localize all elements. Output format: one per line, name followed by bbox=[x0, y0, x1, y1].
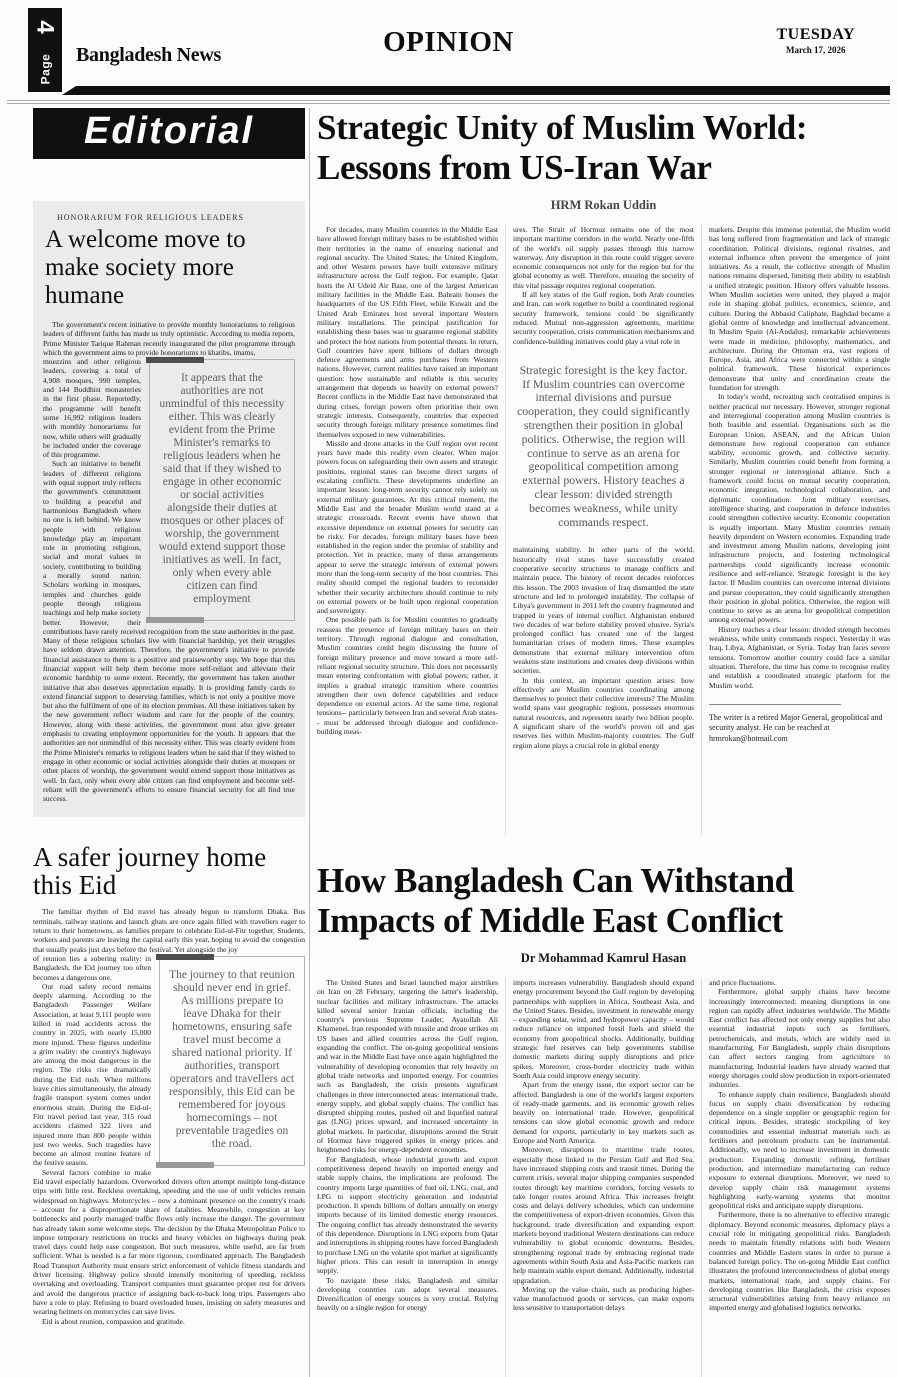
main-article-strategic-unity bbox=[317, 108, 890, 835]
body-paragraph: Our road safety record remains deeply alarming. According to the Bangladesh Passenger Welfare Association, at least 9,111 people were killed in road accidents across the country in 2025, with nearly 15,000 more injured. These figures underline a grim reality: the country's highways are among the most dangerous in the region. The risks rise dramatically during the Eid rush. When millions leave cities simultaneously, the already fragile transport system comes under enormous strain. During the Eid-ul-Fitr travel period last year, 315 road accidents claimed 322 lives and injured more than 800 people within just two weeks. Such tragedies have become an almost routine feature of the festive season. bbox=[33, 981, 151, 1168]
article-headline: How Bangladesh Can Withstand Impacts of Middle East Conflict bbox=[317, 861, 794, 940]
article-intro: The government's recent initiative to provide monthly honorariums to religious leaders of different faiths has made us truly optimistic. According to media reports, Prime Minister Tarique Rahman recently inaugurated the pilot programme through which the government aims to provide honorariums to khatibs, imams, bbox=[43, 320, 295, 357]
article-columns bbox=[317, 978, 890, 1377]
body-paragraph: Moving up the value chain, such as producing higher-value manufactured goods or services, can make exports less sensitive to transportation delays bbox=[513, 1284, 694, 1313]
body-paragraph: Furthermore, there is no alternative to effective strategic diplomacy. Beyond economic measures, diplomacy plays a crucial role in mitigating geopolitical risks. Bangladesh needs to maintain friendly relations with both Western countries and Middle Eastern states in order to pursue a balanced foreign policy. The on-going Middle East conflict illustrates the profound interconnectedness of global energy markets, international trade, and supply chains. For developing countries like Bangladesh, the crisis exposes structural vulnerabilities arising from heavy reliance on imported energy and globalised logistics networks. bbox=[709, 1210, 890, 1313]
article-kicker: HONORARIUM FOR RELIGIOUS LEADERS bbox=[57, 213, 244, 222]
body-paragraph: To enhance supply chain resilience, Bangladesh should focus on supply chain diversification by reducing dependence on a single supplier or geographic region for critical inputs. Besides, strategic stockpiling of key commodities and essential industrial materials such as fertilisers and petroleum products can be instrumental. Additionally, we need to increase investment in domestic production. Expanding domestic refining, fertiliser production, and intermediate manufacturing can reduce exposure to external disruptions. Moreover, we need to develop supply chain risk management systems highlighting early-warning systems that monitor geopolitical risks and anticipate supply disruptions. bbox=[709, 1089, 890, 1211]
body-paragraph: Such an initiative to benefit leaders of different religions with equal support truly reflects the government's commitment to building a peaceful and harmonious Bangladesh where no one is left behind. We know people with religious knowledge play an important role in promoting religious, social and moral values in society, contributing to building a morally sound nation. Scholars working in mosques, temples and churches guide people through religious teachings and help make society better. However, their contributions have rarely received recognition from the state authorities in the past. Many of these religious scholars live with financial hardship, yet their struggles have seldom drawn attention. Therefore, the government's initiative to provide financial assistance to them is a positive and praiseworthy step. We hope that this financial support will help them become more self-reliant and alleviate their economic hardship to some extent. Recently, the government has taken another initiative that also deserves appreciation equally. It is providing family cards to extend financial support to deserving families, which is not only a positive move but also the fulfilment of one of its election promises. All these initiatives taken by the new government reflect wisdom and care for the people of the country. However, along with these activities, the government must also give greater emphasis to creating employment opportunities for the youth. It appears that the authorities are not unmindful of this necessity either. This was clearly evident from the Prime Minister's remarks to religious leaders when he said that if they wished to engage in other economic or social activities alongside their duties at mosques or other places of worship, the government would extend support those initiatives as well. In fact, only when every able citizen can find employment and become self-reliant will the government's efforts to ensure financial security for all find true success. bbox=[43, 459, 295, 804]
pull-quote-text: Strategic foresight is the key factor. If Muslim countries can overcome internal divisions and pursue cooperation, they could significantly strengthen their position in global politics. Otherwise, the region will continue to serve as an arena for geopolitical competition among external powers. History teaches a clear lesson: divided strength becomes weakness, while unity commands respect. bbox=[517, 362, 690, 529]
body-paragraph: of reunion lies a sobering reality: in Bangladesh, the Eid journey too often becomes a dangerous one. bbox=[33, 953, 151, 982]
author-bio bbox=[709, 704, 890, 745]
column-paragraphs bbox=[709, 225, 890, 690]
body-paragraph: and price fluctuations. bbox=[709, 978, 776, 987]
editorial-banner: Editorial bbox=[33, 108, 305, 159]
date-label: March 17, 2026 bbox=[785, 45, 846, 55]
article-headline: A welcome move to make society more humane bbox=[45, 226, 246, 309]
editorial-article-eid-journey bbox=[33, 843, 305, 1325]
second-article-bangladesh-conflict bbox=[317, 861, 890, 1377]
body-paragraph: ures. The Strait of Hormuz remains one of the most important maritime corridors in the world. Nearly one-fifth of the world's oil supply passes through this narrow waterway. Any disruption in this route could trigger severe economic consequences not only for the region but for the global economy as well. Therefore, ensuring the security of this vital passage requires regional cooperation. bbox=[513, 225, 694, 290]
article-column-2 bbox=[505, 978, 701, 1377]
body-paragraph: Furthermore, global supply chains have become increasingly interconnected; meaning disruptions in one region can rapidly affect industries worldwide. The Middle East conflict has affected not only energy supplies but also essential industrial inputs such as fertilisers, petrochemicals, and metals, which are widely used in manufacturing. For Bangladesh, supply chain disruptions can affect sectors ranging from agriculture to manufacturing. Industrial leaders have already warned that energy shortages could slow production in export-orientated industries. bbox=[709, 987, 890, 1090]
page-content bbox=[33, 108, 890, 1377]
article-column-2 bbox=[505, 225, 701, 835]
body-paragraph: Apart from the energy issue, the export sector can be affected. Bangladesh is one of the world's largest exporters of ready-made garments, and its economic growth relies heavily on international trade. However, geopolitical tensions can slow global economic growth and reduce demand for exports, particularly in key markets such as Europe and North America. bbox=[513, 1080, 694, 1146]
body-paragraph: History teaches a clear lesson: divided strength becomes weakness, while unity commands respect. Yesterday it was Iraq, Libya, Afghanistan, or Syria. Today Iran faces severe tensions. Tomorrow another country could face a similar situation. Therefore, the time has come to recognise reality and establish a coordinated strategic platform for the Muslim world. bbox=[709, 624, 890, 690]
page-number: 4 bbox=[31, 20, 59, 34]
column-paragraphs-bottom bbox=[513, 545, 694, 750]
quote-top-bar bbox=[146, 357, 204, 363]
article-column-1 bbox=[317, 225, 505, 835]
quote-bottom-bar bbox=[156, 1162, 214, 1168]
article-body bbox=[33, 954, 305, 1326]
section-title: OPINION bbox=[383, 26, 514, 58]
body-paragraph: For decades, many Muslim countries in the Middle East have allowed foreign military bases to be established within their territories in the name of ensuring national and regional security. The United States, the United Kingdom, and other Western powers have built extensive military infrastructure across the Gulf region. For example, Qatar hosts the Al Udeid Air Base, one of the largest American military facilities in the Middle East. Bahrain houses the headquarters of the US Fifth Fleet, while Kuwait and the United Arab Emirates host several important Western military installations. The principal justification for establishing these bases was to guarantee regional stability and protect the host nations from potential threats. In return, Gulf countries have spent billions of dollars through defence agreements and arms purchases from Western nations. However, current realities have raised an important question: how sustainable and reliable is this security arrangement that depends so heavily on external powers? Recent conflicts in the Middle East have demonstrated that during crises, foreign powers often prioritise their own strategic interests. Consequently, countries that expected security through foreign military presence sometimes find themselves exposed to new vulnerabilities. bbox=[317, 225, 498, 439]
column-paragraphs-top bbox=[513, 225, 694, 346]
quote-top-bar bbox=[156, 954, 214, 960]
pull-quote-box bbox=[149, 359, 295, 621]
page-word: Page bbox=[38, 53, 52, 85]
article-column-3 bbox=[701, 225, 890, 835]
body-paragraph: For Bangladesh, whose industrial growth and export competitiveness depend heavily on imported energy and stable supply chains, the implications are profound. The country imports large quantities of fuel oil, LNG, coal, and LPG to support electricity generation and industrial production. It spends billions of dollars annually on energy imports because of its limited domestic energy resources. The ongoing conflict has already demonstrated the severity of this dependence. Disruptions in LNG exports from Qatar and interruptions in shipping routes have forced Bangladesh to purchase LNG on the volatile spot market at significantly higher prices. This can result in interruption in energy supply. bbox=[317, 1154, 498, 1276]
body-paragraph: Eid is about reunion, compassion and gratitude. bbox=[42, 1316, 185, 1326]
editorial-column bbox=[33, 108, 305, 1377]
body-paragraph: markets. Despite this immense potential, the Muslim world has long suffered from fragmentation and lack of strategic coordination. Political divisions, regional rivalries, and external influence often prevent the emergence of joint initiatives. As a result, the collective strength of Muslim nations remains dispersed, limiting their ability to establish a unified strategic position. History offers valuable lessons. When Muslim societies were united, they played a major role in shaping global politics, economics, science, and culture. During the Abbasid Caliphate, Baghdad became a global centre of knowledge and intellectual advancement. In Muslim Spain (Al-Andalus), remarkable achievements were made in medicine, philosophy, mathematics, and architecture. During the Ottoman era, vast regions of Europe, Asia, and Africa were connected within a single political framework. These historical experiences demonstrate that unity and coordination create the foundation for strength. bbox=[709, 225, 890, 393]
pull-quote-box bbox=[159, 956, 305, 1166]
day-label: TUESDAY bbox=[776, 26, 855, 43]
pull-quote-text: The journey to that reunion should never end in grief. As millions prepare to leave Dhaka for their hometowns, ensuring safe travel must become a shared national priority. If authorities, transport operators and travellers act responsibly, this Eid can be remembered for joyous homecomings – not preventable tragedies on the road. bbox=[168, 968, 296, 1150]
column-divider bbox=[309, 108, 310, 1377]
header-black-bar bbox=[62, 86, 890, 95]
body-paragraph: maintaining stability. In other parts of the world, historically rival states have successfully created cooperative security structures to manage conflicts and maintain peace. The history of recent decades reinforces this lesson. The 2003 invasion of Iraq dismantled the state structure and led to prolonged instability. The collapse of Libya's government in 2011 left the country fragmented and trapped in years of internal conflict. Afghanistan endured two decades of war before stability proved elusive. Syria's prolonged conflict has created one of the largest humanitarian crises of modern times. These examples demonstrate that external military intervention often weakens state institutions and creates deep divisions within societies. bbox=[513, 545, 694, 676]
pull-quote bbox=[515, 364, 692, 530]
article-byline: Dr Mohammad Kamrul Hasan bbox=[520, 951, 687, 965]
body-paragraph: In this context, an important question arises: how effectively are Muslim countries coordinating among themselves to protect their collective interests? The Muslim world spans vast geographic regions, possesses enormous natural resources, and represents nearly two billion people. A significant share of the world's proven oil and gas reserves lies within Muslim-majority countries. The Gulf region alone plays a crucial role in global energy bbox=[513, 675, 694, 750]
article-columns bbox=[317, 225, 890, 835]
body-paragraph: To navigate these risks, Bangladesh and similar developing countries can adopt several measures. Diversification of energy sources is very crucial. Relying heavily on a single region for energy bbox=[317, 1275, 498, 1313]
body-paragraph: In today's world, recreating such centralised empires is neither practical nor necessary. However, stronger regional and interregional cooperation among Muslim countries is both feasible and essential. Organisations such as the European Union, ASEAN, and the African Union demonstrate how regional cooperation can enhance stability, economic growth, and collective security. Similarly, Muslim countries could benefit from forming a stronger regional or interregional alliance. Such a framework could focus on mutual security cooperation, economic integration, technological collaboration, and diplomatic coordination. Joint military exercises, intelligence sharing, and cooperation in defence industries could strengthen collective security. Economic cooperation is equally important. Many Muslim countries remain heavily dependent on Western economies. Expanding trade and investment among Muslim nations, developing joint infrastructure projects, and fostering technological partnerships could significantly increase economic resilience and self-reliance. Strategic foresight is the key factor. If Muslim countries can overcome internal divisions and pursue cooperation, they could significantly strengthen their position in global politics. Otherwise, the region will continue to serve as an arena for geopolitical competition among external powers. bbox=[709, 392, 890, 625]
article-headline: A safer journey home this Eid bbox=[33, 842, 267, 901]
body-paragraph: Missile and drone attacks in the Gulf region over recent years have made this reality even clearer. When major powers focus on safeguarding their own assets and strategic positions, regional states can become direct targets of escalating conflicts. These developments underline an important lesson: long-term security cannot rely solely on external military guarantees. At this critical moment, the Middle East and the broader Muslim world stand at a strategic crossroads. Recent events have shown that excessive dependence on external powers for security can be risky. For decades, foreign military bases have been established in the region under the promise of stability and protection. Yet in practice, many of these arrangements appear to serve the strategic interests of external powers more than the long-term security of the host countries. This reality should compel the regional leaders to reconsider whether their security architecture should continue to rely on external powers or be built upon regional cooperation and sovereignty. bbox=[317, 438, 498, 616]
body-paragraph: Several factors combine to make Eid travel especially hazardous. Overworked drivers often attempt multiple long-distance trips with little rest. Reckless overtaking, speeding and the use of unfit vehicles remain widespread on highways. Motorcycles – now a dominant presence on the country's roads – account for a disproportionate share of fatalities. Meanwhile, congestion at key bottlenecks and poorly managed traffic flows only increase the danger. The government has already taken some welcome steps. The decision by the Dhaka Metropolitan Police to impose temporary restrictions on trucks and heavy vehicles on highways during peak travel days could help ease congestion. But such measures, while useful, are far from sufficient. What is needed is a far more rigorous, coordinated approach. The Bangladesh Road Transport Authority must ensure strict enforcement of vehicle fitness standards and driver licensing. Highway police should intensify monitoring of speeding, reckless overtaking and overloading. Transport companies must guarantee proper rest for drivers and avoid the dangerous practice of assigning back-to-back long trips. Passengers also have a role to play. Refusing to board overloaded buses, insisting on safety measures and wearing helmets on motorcycles can save lives. bbox=[33, 1167, 305, 1317]
pull-quote-text: It appears that the authorities are not unmindful of this necessity either. This was clearly evident from the Prime Minister's remarks to religious leaders when he said that if they wished to engage in other economic or social activities alongside their duties at mosques or other places of worship, the government would extend support those initiatives as well. In fact, only when every able citizen can find employment bbox=[158, 372, 286, 606]
bio-text: The writer is a retired Major General, geopolitical and security analyst. He can be reached at hrmrokan@hotmail.com bbox=[709, 712, 883, 743]
header-rule bbox=[7, 100, 890, 104]
body-paragraph: muezzins and other religious leaders, covering a total of 4,908 mosques, 990 temples, and 144 Buddhist monasteries in the first phase. Reportedly, the programme will benefit some 16,992 religious leaders with monthly honorariums for now, while others will gradually be included under the coverage of this programme. bbox=[43, 357, 141, 460]
bio-divider bbox=[709, 704, 841, 705]
body-paragraph: Moreover, disruptions to maritime trade routes, especially those linked to the Persian Gulf and Red Sea, have increased shipping costs and transit times. During the current crisis, several major shipping companies suspended routes through key maritime corridors, forcing vessels to take longer routes around Africa. This increases freight costs and delays delivery schedules, which can undermine the competitiveness of export-driven economies. Given this background, trade diversification and expanding export markets beyond traditional Western destinations can reduce vulnerability to global economic downturns. Besides, strengthening regional trade by embracing regional trade agreements within South Asia and Asia-Pacific markets can help maintain stable export demand. Additionally, industrial upgradation. bbox=[513, 1145, 694, 1285]
page-header bbox=[0, 0, 897, 104]
opinion-main-column bbox=[313, 108, 890, 1377]
body-paragraph: If all key states of the Gulf region, both Arab countries and Iran, can work together to build a coordinated regional security framework, tensions could be significantly reduced. Mutual non-aggression agreements, maritime security cooperation, crisis communication mechanisms and confidence-building initiatives could play a vital role in bbox=[513, 290, 694, 346]
body-paragraph: imports increases vulnerability. Bangladesh should expand energy procurement beyond the Gulf region by developing partnerships with suppliers in Africa, Southeast Asia, and the United States. Besides, investment in renewable energy – expanding solar, wind, and hydropower capacity – would reduce reliance on imported fossil fuels and shield the economy from geopolitical shocks. Additionally, building strategic fuel reserves can help governments stabilise domestic markets during supply disruptions and price spikes. Moreover, cross-border electricity trade within South Asia could improve energy security. bbox=[513, 978, 694, 1080]
masthead: Bangladesh News bbox=[76, 44, 221, 66]
article-column-1 bbox=[317, 978, 505, 1377]
body-paragraph: The United States and Israel launched major airstrikes on Iran on 28 February, targeting the latter's leadership, nuclear facilities and military infrastructure. The attacks killed several senior Iranian officials, including the country's previous Supreme Leader, Ayatollah Ali Khamenei. Iran responded with missile and drone strikes on US bases and allied countries across the Gulf region, expanding the conflict. The on-going geopolitical tensions and war in the Middle East have once again highlighted the vulnerability of developing economies that rely heavily on global trade networks and imported energy. For countries such as Bangladesh, the crisis presents significant challenges in three interconnected areas: international trade, energy supply, and global supply chains. The conflict has disrupted shipping routes, pushed oil and liquefied natural gas (LNG) prices upward, and increased uncertainty in global markets. In particular, disruptions around the Strait of Hormuz have triggered spikes in energy prices and heightened risks for energy-dependent economies. bbox=[317, 978, 498, 1155]
article-column-3 bbox=[701, 978, 890, 1377]
article-headline: Strategic Unity of Muslim World: Lessons from US-Iran War bbox=[317, 108, 808, 187]
editorial-article-honorarium bbox=[33, 201, 305, 817]
date-block bbox=[777, 26, 856, 55]
article-body bbox=[43, 357, 295, 803]
article-intro: The familiar rhythm of Eid travel has already begun to transform Dhaka. Bus terminals, railway stations and launch ghats are once again filled with travellers eager to return to their hometowns, as families prepare to celebrate Eid-ul-Fitr together. Students, workers and parents are leaving the capital early this year, hoping to avoid the congestion that usually peaks just days before the festival. Yet alongside the joy bbox=[33, 907, 305, 954]
article-byline: HRM Rokan Uddin bbox=[550, 198, 657, 212]
body-paragraph: One possible path is for Muslim countries to gradually reassess the presence of foreign military bases on their territory. Through regional dialogue and consultation, Muslim countries could begin discussing the future of foreign military presence and move toward a more self-reliant regional security structure. This does not necessarily mean entering confrontation with global powers; rather, it implies a gradual strategic transition where countries strengthen their own defence capabilities and reduce dependence on external actors. At the same time, regional tensions-- particularly between Iran and several Arab states-- must be addressed through dialogue and confidence-building meas- bbox=[317, 615, 498, 737]
quote-bottom-bar bbox=[146, 617, 204, 623]
